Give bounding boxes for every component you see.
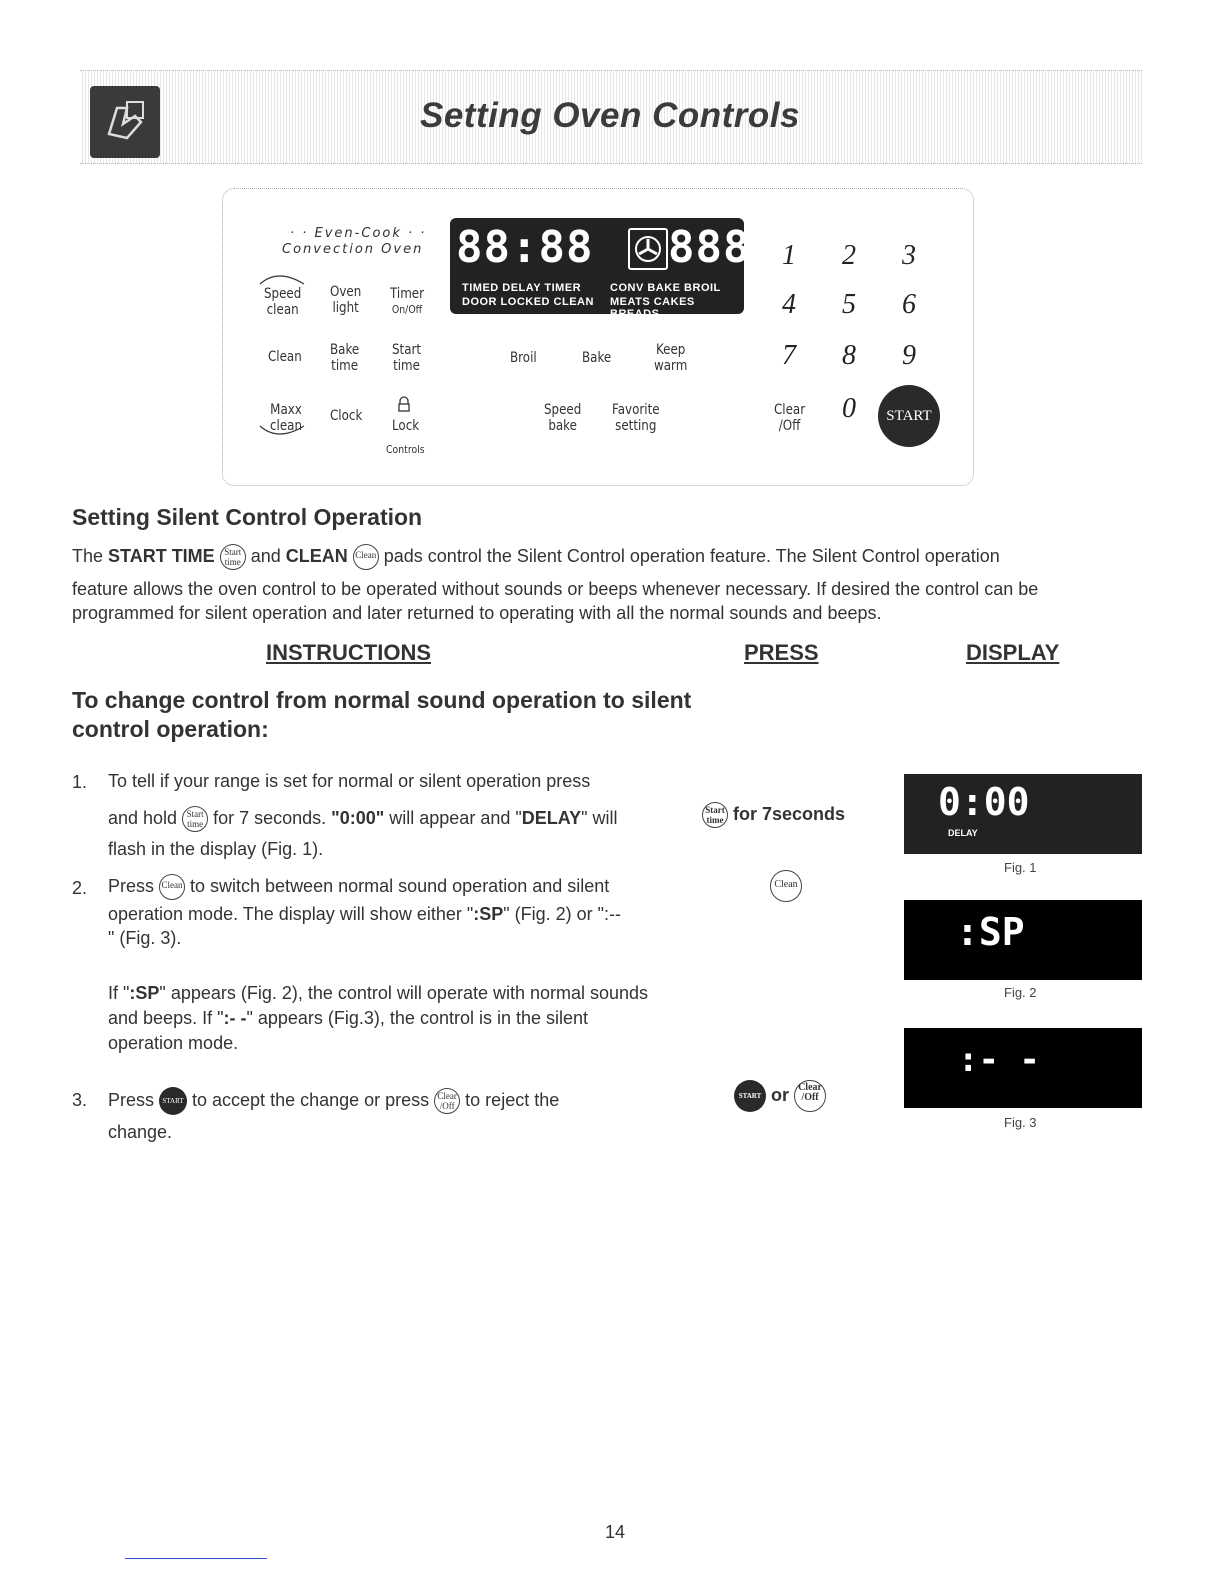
- intro-start-time: START TIME: [108, 546, 215, 566]
- step-text: If ": [108, 983, 130, 1003]
- pad-label: /Off: [801, 1092, 819, 1103]
- step-emphasis: DELAY: [521, 808, 582, 828]
- step-3-text: [108, 1084, 678, 1148]
- hand-pressing-icon: [90, 86, 160, 158]
- pad-label: time: [224, 557, 241, 568]
- speed-clean-label-1: Speed: [264, 286, 302, 302]
- intro-clean: CLEAN: [285, 546, 348, 566]
- figure-3-caption: Fig. 3: [1004, 1115, 1037, 1130]
- display-temp: 888: [668, 222, 751, 273]
- step-3-line-2: change.: [108, 1122, 173, 1142]
- step-1-text: [108, 766, 678, 865]
- page-title: Setting Oven Controls: [420, 96, 800, 135]
- clear-off-key[interactable]: [774, 402, 805, 434]
- column-header-instructions: INSTRUCTIONS: [266, 640, 431, 665]
- step-text: Press: [108, 876, 160, 896]
- press-or: or: [771, 1084, 790, 1105]
- step-emphasis: "0:00": [331, 808, 385, 828]
- fan-icon: [628, 228, 668, 270]
- keypad-8[interactable]: 8: [842, 340, 856, 371]
- pad-label: /Off: [439, 1101, 455, 1112]
- column-header-display: DISPLAY: [966, 640, 1060, 665]
- figure-2-display: [904, 900, 1142, 980]
- start-time-label-2: time: [393, 358, 420, 374]
- clear-off-pad-icon: [434, 1088, 460, 1114]
- step-text: for 7 seconds.: [208, 808, 332, 828]
- clean-pad-icon[interactable]: Clean: [770, 870, 802, 902]
- start-time-pad-icon: [220, 544, 246, 570]
- lock-icon: [397, 396, 411, 412]
- keypad-1[interactable]: 1: [782, 240, 796, 271]
- intro-text: and: [245, 546, 286, 566]
- display-row1-right: CONV BAKE BROIL: [610, 282, 721, 294]
- keypad-7[interactable]: 7: [782, 340, 796, 371]
- pad-label: Start: [186, 809, 204, 820]
- panel-brand: [282, 226, 426, 258]
- press-step-1-label: for 7seconds: [733, 803, 846, 824]
- start-time-key[interactable]: [392, 342, 421, 374]
- keypad-2[interactable]: 2: [842, 240, 856, 271]
- pad-label: Clear: [798, 1082, 822, 1093]
- keep-warm-key[interactable]: [654, 342, 687, 374]
- display-row2-left: DOOR LOCKED CLEAN: [462, 296, 594, 308]
- step-emphasis: :- -: [223, 1008, 247, 1028]
- step-2-line-2: [108, 902, 678, 926]
- pad-label: time: [706, 815, 724, 825]
- keypad-5[interactable]: 5: [842, 289, 856, 320]
- figure-1-caption: Fig. 1: [1004, 860, 1037, 875]
- figure-2-caption: Fig. 2: [1004, 985, 1037, 1000]
- step-text: " appears (Fig.3), the control is in the silent operation mode.: [108, 1008, 589, 1053]
- speed-bake-key[interactable]: [544, 402, 581, 434]
- speed-bake-label-2: bake: [548, 418, 577, 434]
- clear-off-label-1: Clear: [774, 402, 806, 418]
- lock-key[interactable]: Lock: [392, 418, 420, 434]
- figure-1-value: 0:00: [938, 780, 1030, 824]
- press-step-1: [702, 802, 845, 828]
- figure-2-value: :SP: [956, 910, 1025, 954]
- bake-time-key[interactable]: [330, 342, 359, 374]
- pad-label: Start: [224, 547, 242, 558]
- speed-clean-key[interactable]: [264, 286, 301, 318]
- step-1-number: 1.: [72, 772, 88, 792]
- section-title: Setting Silent Control Operation: [72, 504, 423, 530]
- oven-light-key[interactable]: [330, 284, 361, 316]
- step-text: to accept the change or press: [187, 1090, 435, 1110]
- step-2-line-1: [108, 872, 678, 900]
- footer-line: [125, 1558, 267, 1559]
- broil-key[interactable]: Broil: [510, 350, 537, 366]
- step-2-number: 2.: [72, 878, 88, 898]
- step-2-note: [108, 981, 668, 1056]
- timer-label-2: On/Off: [391, 303, 423, 316]
- step-text: to reject the: [460, 1090, 560, 1110]
- start-button[interactable]: START: [878, 385, 940, 447]
- keypad-3[interactable]: 3: [902, 240, 916, 271]
- bake-time-label-2: time: [331, 358, 359, 374]
- step-1-line-3: flash in the display (Fig. 1).: [108, 839, 324, 859]
- clear-off-pad-icon[interactable]: [794, 1080, 826, 1112]
- bake-key[interactable]: Bake: [582, 350, 612, 366]
- keypad-6[interactable]: 6: [902, 289, 916, 320]
- step-1-line-2: [108, 803, 678, 834]
- display-time: 88:88: [456, 222, 594, 273]
- timer-key[interactable]: [390, 286, 424, 318]
- figure-3-value: :- -: [958, 1040, 1040, 1080]
- clean-key[interactable]: Clean: [268, 349, 302, 365]
- maxx-clean-arc: [258, 424, 308, 440]
- step-text: will appear and ": [384, 808, 522, 828]
- start-time-label-1: Start: [392, 342, 422, 358]
- start-pad-icon[interactable]: START: [734, 1080, 766, 1112]
- press-step-2: [770, 870, 802, 902]
- step-text: " appears (Fig. 2), the control will operate with normal sounds and beeps. If ": [108, 983, 649, 1028]
- speed-clean-arc: [258, 270, 308, 286]
- clean-pad-icon: Clean: [159, 874, 185, 900]
- press-step-3: [734, 1080, 826, 1112]
- maxx-clean-label-2: clean: [270, 418, 303, 434]
- step-text: to switch between normal sound operation and silent: [185, 876, 610, 896]
- oven-light-label-1: Oven: [330, 284, 362, 300]
- start-time-pad-icon: [182, 806, 208, 832]
- step-2-line-3: " (Fig. 3).: [108, 928, 182, 949]
- keep-warm-label-1: Keep: [655, 342, 686, 358]
- column-header-press: PRESS: [744, 640, 819, 665]
- step-3-number: 3.: [72, 1090, 88, 1110]
- brand-line-2: Convection Oven: [282, 242, 424, 257]
- subheading: To change control from normal sound operation to silent control operation:: [72, 687, 692, 742]
- step-text: " will: [581, 808, 618, 828]
- step-2-text: [108, 872, 678, 950]
- brand-line-1: · · Even-Cook · ·: [290, 226, 427, 241]
- pad-label: Clear: [437, 1091, 457, 1102]
- favorite-setting-label-2: setting: [615, 418, 657, 434]
- pad-label: time: [187, 819, 204, 830]
- page-number: 14: [605, 1522, 626, 1542]
- bake-time-label-1: Bake: [330, 342, 360, 358]
- intro-text: The: [72, 546, 109, 566]
- speed-clean-label-2: clean: [266, 302, 299, 318]
- favorite-setting-label-1: Favorite: [612, 402, 660, 418]
- display-row1-left: TIMED DELAY TIMER: [462, 282, 582, 294]
- favorite-setting-key[interactable]: [612, 402, 660, 434]
- controls-label: Controls: [386, 443, 425, 456]
- speed-bake-label-1: Speed: [544, 402, 582, 418]
- timer-label-1: Timer: [390, 286, 425, 302]
- clean-pad-icon: Clean: [353, 544, 379, 570]
- keypad-9[interactable]: 9: [902, 340, 916, 371]
- step-text: and hold: [108, 808, 183, 828]
- step-text: operation mode. The display will show either ": [108, 904, 474, 925]
- keep-warm-label-2: warm: [654, 358, 688, 374]
- step-emphasis: :SP: [129, 983, 160, 1003]
- maxx-clean-label-1: Maxx: [270, 402, 302, 418]
- keypad-0[interactable]: 0: [842, 393, 856, 424]
- intro-paragraph-1: [72, 544, 1142, 570]
- pad-label: Start: [705, 805, 725, 815]
- start-time-pad-icon[interactable]: [702, 802, 728, 828]
- figure-1-label: DELAY: [948, 828, 978, 838]
- clock-key[interactable]: Clock: [330, 408, 363, 424]
- figure-3-display: [904, 1028, 1142, 1108]
- step-1-line-1: To tell if your range is set for normal or silent operation press: [108, 771, 591, 791]
- clear-off-label-2: /Off: [778, 418, 801, 434]
- step-emphasis: :SP: [473, 904, 504, 925]
- step-3-line-1: [108, 1084, 678, 1116]
- oven-display: [450, 218, 751, 320]
- intro-paragraph-2: feature allows the oven control to be operated without sounds or beeps whenever necessary. If desired the control can be programmed for silent operation and later returned to operating with all the normal sounds and beeps.: [72, 579, 1039, 623]
- oven-light-label-2: light: [332, 300, 359, 316]
- start-pad-icon: START: [159, 1087, 187, 1115]
- keypad-4[interactable]: 4: [782, 289, 796, 320]
- step-text: Press: [108, 1090, 160, 1110]
- display-row2-right: MEATS CAKES BREADS: [610, 296, 695, 320]
- figure-1-display: [904, 774, 1142, 854]
- step-text: " (Fig. 2) or ":--: [503, 904, 622, 925]
- intro-text: pads control the Silent Control operation feature. The Silent Control operation: [378, 546, 1000, 566]
